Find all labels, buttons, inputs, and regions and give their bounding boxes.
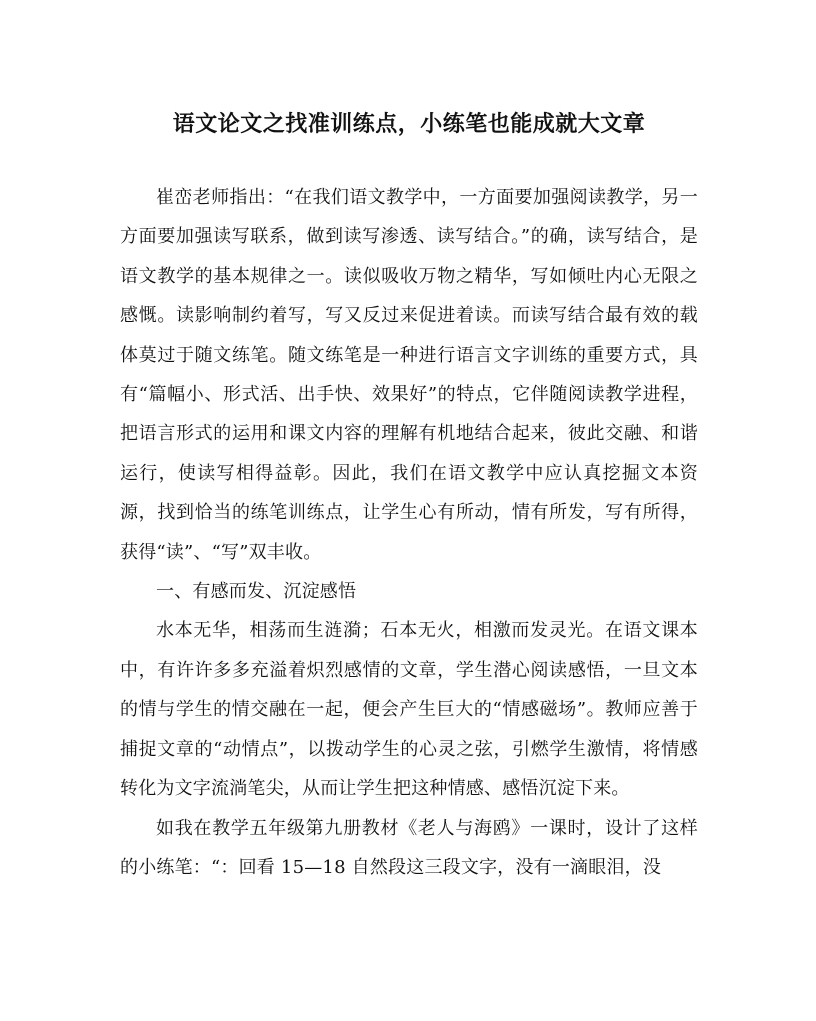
section-heading: 一、有感而发、沉淀感悟 <box>156 581 357 603</box>
paragraph-example: 如我在教学五年级第九册教材《老人与海鸥》一课时，设计了这样的小练笔：“：回看 15—18 自然段这三段文字，没有一滴眼泪，没 <box>120 817 698 878</box>
document-title: 语文论文之找准训练点，小练笔也能成就大文章 <box>172 111 646 137</box>
paragraph-intro: 崔峦老师指出：“在我们语文教学中，一方面要加强阅读教学，另一方面要加强读写联系，做到读写渗透、读写结合。”的确，读写结合，是语文教学的基本规律之一。读似吸收万物之精华，写如倾吐内心无限之感慨。读影响制约着写，写又反过来促进着读。而读写结合最有效的载体莫过于随文练笔。随文练笔是一种进行语言文字训练的重要方式，具有“篇幅小、形式活、出手快、效果好”的特点，它伴随阅读教学进程，把语言形式的运用和课文内容的理解有机地结合起来，彼此交融、和谐运行，使读写相得益彰。因此，我们在语文教学中应认真挖掘文本资源，找到恰当的练笔训练点，让学生心有所动，情有所发，写有所得，获得“读”、“写”双丰收。 <box>120 187 698 563</box>
document-body <box>120 178 698 887</box>
paragraph-section-one: 水本无华，相荡而生涟漪；石本无火，相激而发灵光。在语文课本中，有许许多多充溢着炽烈感情的文章，学生潜心阅读感悟，一旦文本的情与学生的情交融在一起，便会产生巨大的“情感磁场”。教师应善于捕捉文章的“动情点”，以拨动学生的心灵之弦，引燃学生激情，将情感转化为文字流淌笔尖，从而让学生把这种情感、感悟沉淀下来。 <box>120 620 698 800</box>
